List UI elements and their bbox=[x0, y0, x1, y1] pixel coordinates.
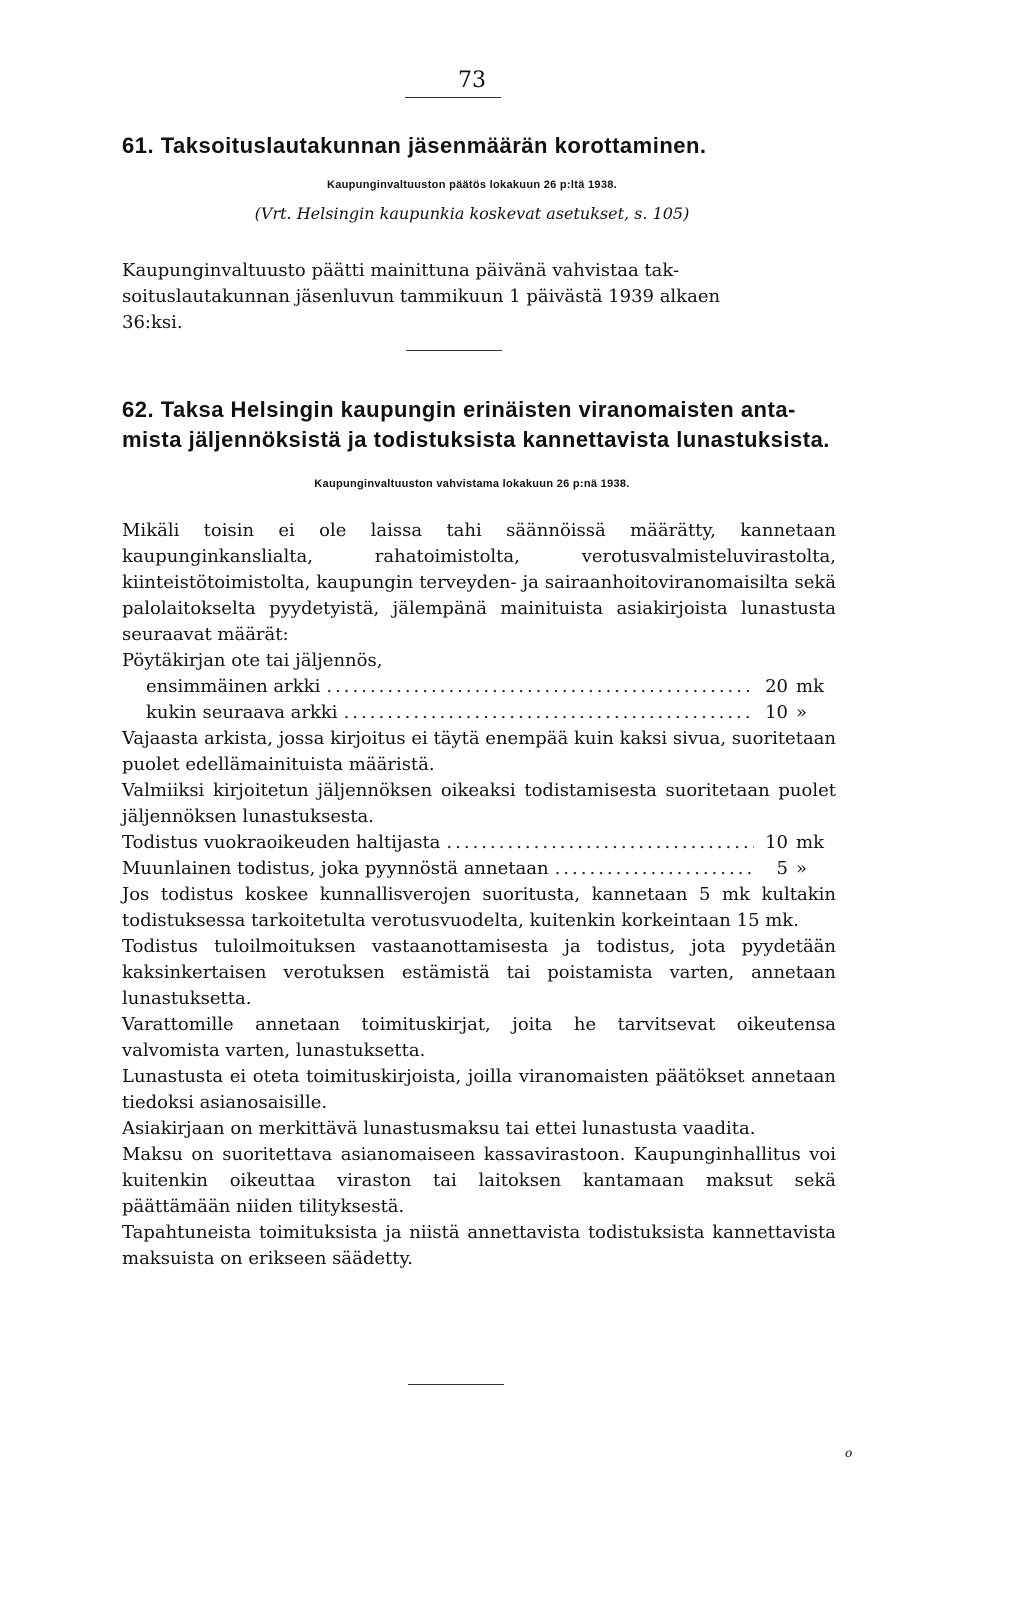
fee-unit: » bbox=[796, 858, 808, 879]
fee-amount: 10 bbox=[765, 832, 788, 853]
fee-row-each-next bbox=[146, 700, 836, 726]
fee-row-tenancy bbox=[122, 830, 836, 856]
section-61-heading: 61. Taksoituslautakunnan jäsenmäärän korottaminen. bbox=[122, 133, 707, 158]
leader-dots bbox=[344, 700, 754, 726]
paragraph-special-provisions: Tapahtuneista toimituksista ja niistä annettavista todistuksista kannettavista maksuista on erikseen säädetty. bbox=[122, 1222, 836, 1269]
fee-label: Muunlainen todistus, joka pyynnöstä annetaan bbox=[122, 858, 549, 879]
fee-unit: mk bbox=[796, 676, 824, 697]
paragraph-fee-mark: Asiakirjaan on merkittävä lunastusmaksu tai ettei lunastusta vaadita. bbox=[122, 1118, 756, 1139]
closing-divider bbox=[408, 1384, 504, 1385]
section-61-body-line: Kaupunginvaltuusto päätti mainittuna päivänä vahvistaa tak- bbox=[122, 260, 680, 281]
fee-amount: 5 bbox=[776, 858, 788, 879]
section-divider bbox=[406, 350, 502, 351]
fee-amount: 20 bbox=[765, 676, 788, 697]
paragraph-certified-copy: Valmiiksi kirjoitetun jäljennöksen oikeaksi todistamisesta suoritetaan puolet jäljennöksen lunastuksesta. bbox=[122, 780, 836, 827]
page-number-rule bbox=[405, 97, 501, 98]
paragraph-notification: Lunastusta ei oteta toimituskirjoista, joilla viranomaisten päätökset annetaan tiedoksi asianosaisille. bbox=[122, 1066, 836, 1113]
fee-label: kukin seuraava arkki bbox=[146, 702, 338, 723]
leader-dots bbox=[326, 674, 754, 700]
fee-unit: » bbox=[796, 702, 808, 723]
fee-label: ensimmäinen arkki bbox=[146, 676, 321, 697]
section-62-body bbox=[122, 518, 836, 1272]
page-number: 73 bbox=[458, 68, 486, 93]
section-62-decision-line: Kaupunginvaltuuston vahvistama lokakuun 26 p:nä 1938. bbox=[314, 478, 630, 490]
leader-dots bbox=[446, 830, 754, 856]
section-62-heading-line1: 62. Taksa Helsingin kaupungin erinäisten viranomaisten anta- bbox=[122, 397, 796, 422]
section-61-body-line: 36:ksi. bbox=[122, 312, 183, 333]
scan-speck: o bbox=[845, 1446, 853, 1460]
paragraph-indigent: Varattomille annetaan toimituskirjat, joita he tarvitsevat oikeutensa valvomista varten, lunastuksetta. bbox=[122, 1014, 836, 1061]
fee-row-first-sheet bbox=[146, 674, 836, 700]
section-61-reference: (Vrt. Helsingin kaupunkia koskevat asetukset, s. 105) bbox=[254, 204, 690, 223]
paragraph-partial-sheet: Vajaasta arkista, jossa kirjoitus ei täytä enempää kuin kaksi sivua, suoritetaan puolet edellämainituista määristä. bbox=[122, 728, 836, 775]
fee-unit: mk bbox=[796, 832, 824, 853]
fee-row-other-certificate bbox=[122, 856, 836, 882]
paragraph-municipal-tax: Jos todistus koskee kunnallisverojen suoritusta, kannetaan 5 mk kultakin todistuksessa tarkoitetulta verotusvuodelta, kuitenkin korkeintaan 15 mk. bbox=[122, 884, 836, 931]
leader-dots bbox=[555, 856, 754, 882]
section-61-decision-line: Kaupunginvaltuuston päätös lokakuun 26 p:ltä 1938. bbox=[326, 179, 618, 191]
intro-paragraph: Mikäli toisin ei ole laissa tahi säännöissä määrätty, kannetaan kaupunginkanslialta, rahatoimistolta, verotusvalmisteluvirastolta, kiinteistötoimistolta, kaupungin terveyden- ja sairaanhoitoviranomaisilta sekä palolaitokselta pyydetyistä, jälempänä mainituista asiakirjoista lunastusta seuraavat määrät: bbox=[122, 520, 836, 645]
section-62-heading-line2: mista jäljennöksistä ja todistuksista kannettavista lunastuksista. bbox=[122, 427, 830, 452]
paragraph-payment: Maksu on suoritettava asianomaiseen kassavirastoon. Kaupunginhallitus voi kuitenkin oikeuttaa viraston tai laitoksen kantamaan maksut sekä päättämään niiden tilityksestä. bbox=[122, 1144, 836, 1217]
fee-label: Todistus vuokraoikeuden haltijasta bbox=[122, 832, 441, 853]
fee-amount: 10 bbox=[765, 702, 788, 723]
minutes-title: Pöytäkirjan ote tai jäljennös, bbox=[122, 650, 383, 671]
section-61-body-line: soituslautakunnan jäsenluvun tammikuun 1 päivästä 1939 alkaen bbox=[122, 286, 721, 307]
paragraph-income-return: Todistus tuloilmoituksen vastaanottamisesta ja todistus, jota pyydetään kaksinkertaisen verotuksen estämistä tai poistamista varten, annetaan lunastuksetta. bbox=[122, 936, 836, 1009]
